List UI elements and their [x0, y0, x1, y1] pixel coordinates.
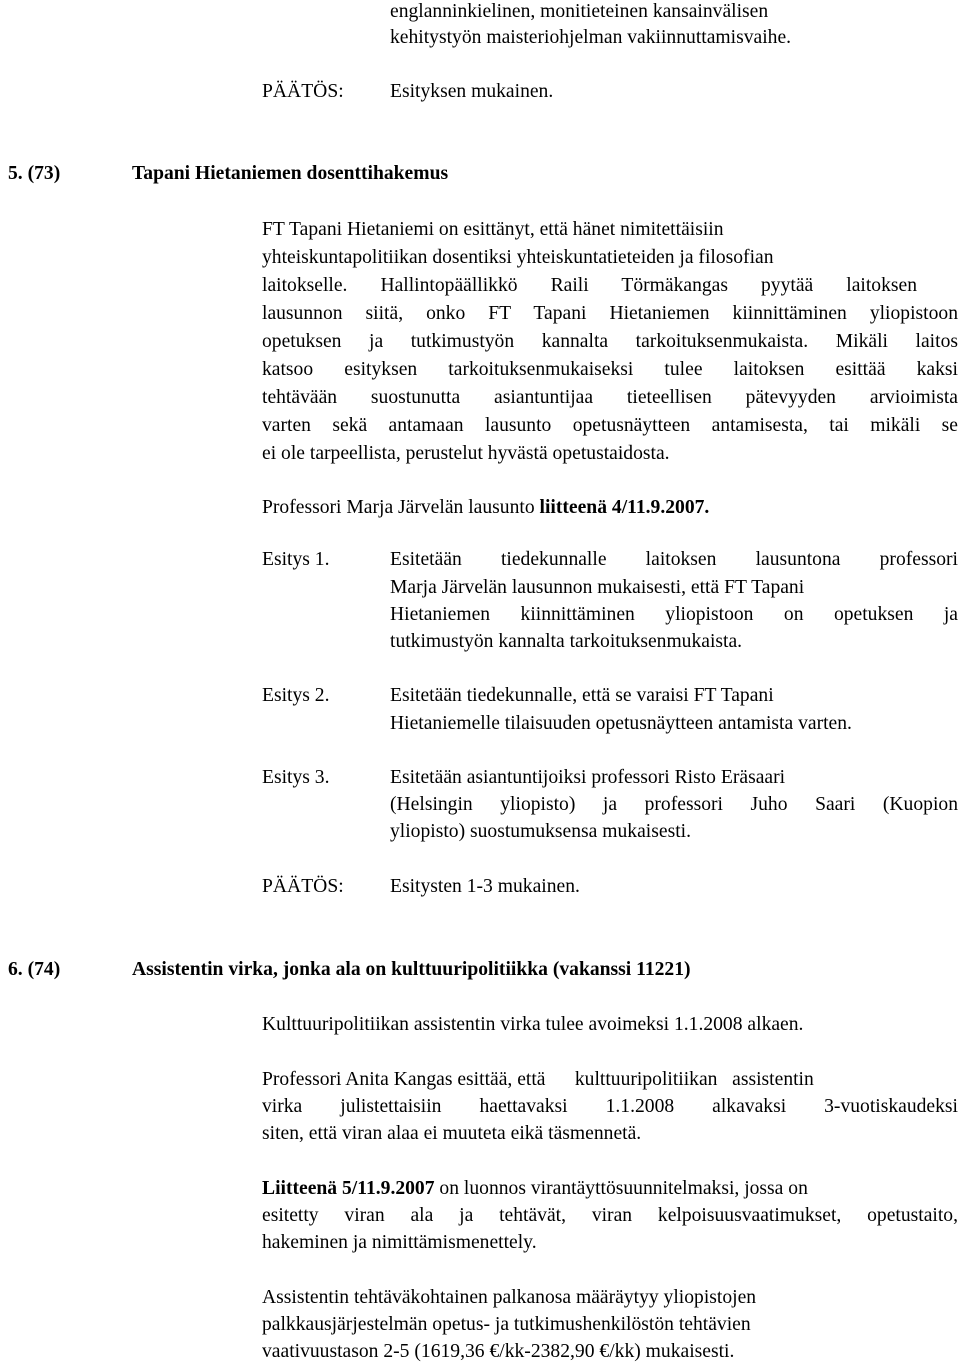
- statement-attachment: liitteenä 4/11.9.2007.: [539, 497, 710, 518]
- proposal-line: Hietaniemelle tilaisuuden opetusnäytteen antamista varten.: [390, 713, 852, 734]
- decision-text: Esityksen mukainen.: [390, 81, 554, 102]
- statement-line: [262, 494, 709, 522]
- proposal-line: Marja Järvelän lausunnon mukaisesti, että FT Tapani: [390, 577, 805, 598]
- attachment-line: [262, 1175, 958, 1203]
- paragraph-line: ei ole tarpeellista, perustelut hyvästä opetustaidosta.: [262, 443, 670, 464]
- paragraph-line: yhteiskuntapolitiikan dosentiksi yhteiskuntatieteiden ja filosofian: [262, 247, 774, 268]
- proposal-line: tutkimustyön kannalta tarkoituksenmukaista.: [390, 631, 743, 652]
- proposal-label: Esitys 1.: [262, 549, 330, 570]
- proposal-line: Esitetään tiedekunnalle, että se varaisi FT Tapani: [390, 685, 774, 706]
- proposal-line: Esitetään tiedekunnalle laitoksen lausuntona professori: [390, 549, 958, 570]
- paragraph-line: katsoo esityksen tarkoituksenmukaiseksi tulee laitoksen esittää kaksi: [262, 359, 958, 380]
- section-number: 5. (73): [8, 163, 61, 184]
- proposal-line: Esitetään asiantuntijoiksi professori Risto Eräsaari: [390, 767, 786, 788]
- paragraph-line: Assistentin tehtäväkohtainen palkanosa määräytyy yliopistojen: [262, 1287, 757, 1308]
- decision-label: PÄÄTÖS:: [262, 876, 344, 897]
- decision-label: PÄÄTÖS:: [262, 81, 344, 102]
- proposal-label: Esitys 3.: [262, 767, 330, 788]
- section-number: 6. (74): [8, 959, 61, 980]
- paragraph-line: lausunnon siitä, onko FT Tapani Hietaniemen kiinnittäminen yliopistoon: [262, 303, 958, 324]
- proposal-label: Esitys 2.: [262, 685, 330, 706]
- paragraph-line: opetuksen ja tutkimustyön kannalta tarkoituksenmukaista. Mikäli laitos: [262, 331, 958, 352]
- proposal-line: Hietaniemen kiinnittäminen yliopistoon on opetuksen ja: [390, 604, 958, 625]
- paragraph-line: esitetty viran ala ja tehtävät, viran kelpoisuusvaatimukset, opetustaito,: [262, 1205, 958, 1226]
- paragraph-line: Professori Anita Kangas esittää, että kulttuuripolitiikan assistentin: [262, 1069, 814, 1090]
- paragraph-line: palkkausjärjestelmän opetus- ja tutkimushenkilöstön tehtävien: [262, 1314, 751, 1335]
- paragraph-line: vaativuustason 2-5 (1619,36 €/kk-2382,90 €/kk) mukaisesti.: [262, 1341, 735, 1362]
- paragraph-line: FT Tapani Hietaniemi on esittänyt, että hänet nimitettäisiin: [262, 219, 724, 240]
- paragraph-line: Kulttuuripolitiikan assistentin virka tulee avoimeksi 1.1.2008 alkaen.: [262, 1014, 804, 1035]
- intro-line-1: englanninkielinen, monitieteinen kansainvälisen: [390, 1, 769, 22]
- paragraph-line: varten sekä antamaan lausunto opetusnäytteen antamisesta, tai mikäli se: [262, 415, 958, 436]
- paragraph-line: siten, että viran alaa ei muuteta eikä täsmennetä.: [262, 1123, 642, 1144]
- section-title: Assistentin virka, jonka ala on kulttuuripolitiikka (vakanssi 11221): [132, 959, 691, 980]
- intro-line-2: kehitystyön maisteriohjelman vakiinnuttamisvaihe.: [390, 27, 792, 48]
- paragraph-line: virka julistettaisiin haettavaksi 1.1.2008 alkavaksi 3-vuotiskaudeksi: [262, 1096, 958, 1117]
- statement-prefix: Professori Marja Järvelän lausunto: [262, 497, 535, 518]
- paragraph-line: hakeminen ja nimittämismenettely.: [262, 1232, 537, 1253]
- section-title: Tapani Hietaniemen dosenttihakemus: [132, 163, 449, 184]
- attachment-reference: Liitteenä 5/11.9.2007: [262, 1178, 435, 1199]
- proposal-line: yliopisto) suostumuksensa mukaisesti.: [390, 821, 691, 842]
- proposal-line: (Helsingin yliopisto) ja professori Juho Saari (Kuopion: [390, 794, 958, 815]
- decision-text: Esitysten 1-3 mukainen.: [390, 876, 580, 897]
- paragraph-line: laitokselle. Hallintopäällikkö Raili Törmäkangas pyytää laitoksen: [262, 275, 917, 296]
- paragraph-line: tehtävään suostunutta asiantuntijaa tieteellisen pätevyyden arvioimista: [262, 387, 958, 408]
- attachment-description: on luonnos virantäyttösuunnitelmaksi, jossa on: [434, 1178, 808, 1199]
